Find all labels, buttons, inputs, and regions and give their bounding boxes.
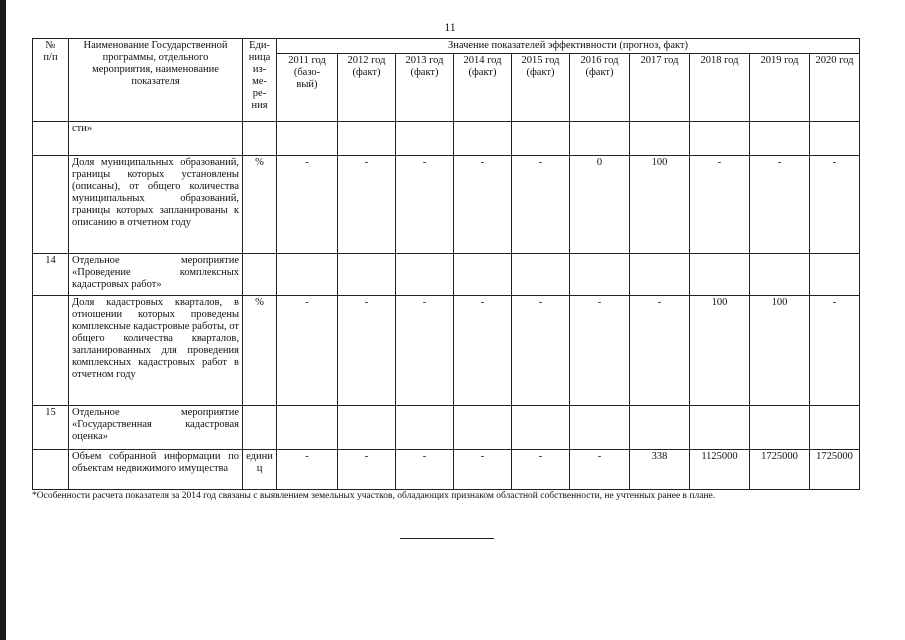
row-value bbox=[512, 406, 570, 450]
row-value: 338 bbox=[630, 450, 690, 490]
row-unit: единиц bbox=[243, 450, 277, 490]
row-value bbox=[396, 406, 454, 450]
row-value: - bbox=[454, 450, 512, 490]
row-value: 100 bbox=[750, 296, 810, 406]
header-values-title: Значение показателей эффективности (прогноз, факт) bbox=[277, 39, 860, 54]
row-name: сти» bbox=[69, 122, 243, 156]
table-row bbox=[33, 254, 860, 296]
row-value bbox=[630, 406, 690, 450]
row-num bbox=[33, 156, 69, 254]
row-value bbox=[690, 254, 750, 296]
header-year: 2012 год (факт) bbox=[338, 54, 396, 122]
scan-edge bbox=[0, 0, 6, 640]
row-value: - bbox=[338, 450, 396, 490]
row-value bbox=[690, 122, 750, 156]
header-year: 2020 год bbox=[810, 54, 860, 122]
row-value: - bbox=[277, 450, 338, 490]
row-num bbox=[33, 450, 69, 490]
row-value: - bbox=[277, 156, 338, 254]
row-value bbox=[690, 406, 750, 450]
row-value: - bbox=[454, 156, 512, 254]
row-value bbox=[630, 122, 690, 156]
row-value: 1725000 bbox=[810, 450, 860, 490]
row-value: 0 bbox=[570, 156, 630, 254]
row-value: - bbox=[396, 296, 454, 406]
header-year: 2013 год (факт) bbox=[396, 54, 454, 122]
row-unit: % bbox=[243, 156, 277, 254]
row-num bbox=[33, 122, 69, 156]
row-value: - bbox=[750, 156, 810, 254]
row-unit bbox=[243, 406, 277, 450]
row-value: 1125000 bbox=[690, 450, 750, 490]
row-unit bbox=[243, 122, 277, 156]
row-unit bbox=[243, 254, 277, 296]
table-row bbox=[33, 122, 860, 156]
row-value bbox=[396, 254, 454, 296]
footnote: *Особенности расчета показателя за 2014 год связаны с выявлением земельных участков, обладающих признаком областной собственности, не учтенных ранее в плане. bbox=[32, 491, 716, 501]
row-name: Доля муниципальных образований, границы которых установлены (описаны), от общего количества муниципальных образований, границы которых запланированы к описанию в отчетном году bbox=[69, 156, 243, 254]
row-num: 15 bbox=[33, 406, 69, 450]
row-value bbox=[810, 122, 860, 156]
row-value: - bbox=[512, 450, 570, 490]
row-name: Отдельное мероприятие «Государственная кадастровая оценка» bbox=[69, 406, 243, 450]
row-value bbox=[810, 406, 860, 450]
row-value bbox=[512, 254, 570, 296]
row-value bbox=[570, 406, 630, 450]
row-value: - bbox=[396, 156, 454, 254]
row-value: 1725000 bbox=[750, 450, 810, 490]
row-name: Объем собранной информации по объектам недвижимого имущества bbox=[69, 450, 243, 490]
page-number: 11 bbox=[444, 20, 456, 34]
indicators-table bbox=[32, 38, 860, 490]
header-name: Наименование Государственной программы, отдельного мероприятия, наименование показателя bbox=[69, 39, 243, 122]
header-num: № п/п bbox=[33, 39, 69, 122]
row-value: - bbox=[630, 296, 690, 406]
row-value: - bbox=[512, 296, 570, 406]
row-value bbox=[277, 122, 338, 156]
row-num bbox=[33, 296, 69, 406]
row-value bbox=[750, 122, 810, 156]
row-name: Отдельное мероприятие «Проведение комплексных кадастровых работ» bbox=[69, 254, 243, 296]
row-value bbox=[810, 254, 860, 296]
row-value bbox=[454, 122, 512, 156]
row-unit: % bbox=[243, 296, 277, 406]
row-value: - bbox=[338, 156, 396, 254]
header-year: 2014 год (факт) bbox=[454, 54, 512, 122]
row-value: - bbox=[810, 296, 860, 406]
row-value: - bbox=[338, 296, 396, 406]
row-value bbox=[630, 254, 690, 296]
row-value: - bbox=[810, 156, 860, 254]
header-year: 2017 год bbox=[630, 54, 690, 122]
row-value: 100 bbox=[630, 156, 690, 254]
row-value: - bbox=[277, 296, 338, 406]
row-value: - bbox=[454, 296, 512, 406]
table-row bbox=[33, 156, 860, 254]
row-value: - bbox=[570, 296, 630, 406]
end-rule bbox=[400, 538, 494, 539]
row-value: - bbox=[570, 450, 630, 490]
row-num: 14 bbox=[33, 254, 69, 296]
row-value bbox=[570, 254, 630, 296]
header-unit: Еди- ница из- ме- ре- ния bbox=[243, 39, 277, 122]
row-value bbox=[338, 254, 396, 296]
row-value bbox=[454, 254, 512, 296]
row-value: - bbox=[512, 156, 570, 254]
row-value: - bbox=[690, 156, 750, 254]
header-year: 2011 год (базо- вый) bbox=[277, 54, 338, 122]
header-year: 2016 год (факт) bbox=[570, 54, 630, 122]
row-name: Доля кадастровых кварталов, в отношении которых проведены комплексные кадастровые работы, от общего количества кварталов, запланированных для проведения комплексных кадастровых работ в отчетном году bbox=[69, 296, 243, 406]
row-value bbox=[338, 122, 396, 156]
header-year: 2018 год bbox=[690, 54, 750, 122]
table-row bbox=[33, 406, 860, 450]
row-value bbox=[454, 406, 512, 450]
row-value bbox=[277, 254, 338, 296]
table-row bbox=[33, 296, 860, 406]
row-value: - bbox=[396, 450, 454, 490]
table-row bbox=[33, 450, 860, 490]
row-value bbox=[277, 406, 338, 450]
row-value bbox=[750, 406, 810, 450]
header-year: 2019 год bbox=[750, 54, 810, 122]
header-year: 2015 год (факт) bbox=[512, 54, 570, 122]
row-value bbox=[750, 254, 810, 296]
row-value bbox=[570, 122, 630, 156]
row-value bbox=[512, 122, 570, 156]
row-value bbox=[396, 122, 454, 156]
row-value bbox=[338, 406, 396, 450]
row-value: 100 bbox=[690, 296, 750, 406]
